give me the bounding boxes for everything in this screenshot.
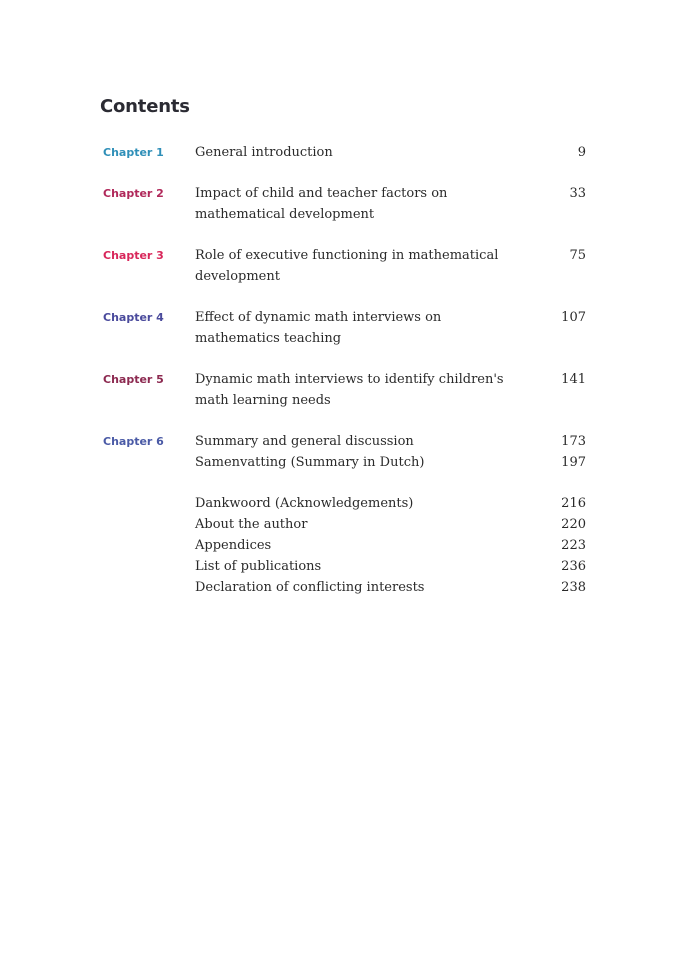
entry-title: Dankwoord (Acknowledgements) [195, 496, 414, 511]
chapter-label: Chapter 1 [103, 146, 164, 159]
toc-entry-about-author[interactable] [103, 514, 586, 535]
entry-title: About the author [195, 517, 308, 532]
toc-entry-chapter-3[interactable] [103, 245, 586, 287]
chapter-label: Chapter 2 [103, 187, 164, 200]
page-number: 236 [561, 559, 586, 574]
toc-entry-appendices[interactable] [103, 535, 586, 556]
page-number: 238 [561, 580, 586, 595]
toc-entry-conflicting-interests[interactable] [103, 577, 586, 598]
entry-title: Samenvatting (Summary in Dutch) [195, 455, 425, 470]
chapter-label: Chapter 3 [103, 249, 164, 262]
page-number: 75 [569, 248, 586, 263]
chapter-title: General introduction [195, 145, 333, 160]
toc-entry-chapter-1[interactable] [103, 142, 586, 163]
toc-entry-chapter-4[interactable] [103, 307, 586, 349]
page-number: 9 [577, 145, 586, 160]
table-of-contents [103, 142, 586, 598]
page-number: 197 [561, 455, 586, 470]
chapter-title: Summary and general discussion [195, 434, 414, 449]
page-number: 216 [561, 496, 586, 511]
page-number: 220 [561, 517, 586, 532]
chapter-title: Impact of child and teacher factors on mathematical development [195, 186, 448, 222]
chapter-title: Dynamic math interviews to identify children's math learning needs [195, 372, 504, 408]
page-number: 107 [561, 310, 586, 325]
toc-entry-chapter-6[interactable] [103, 431, 586, 452]
back-matter-list [103, 493, 586, 598]
chapter-label: Chapter 6 [103, 435, 164, 448]
entry-title: Appendices [195, 538, 272, 553]
page-title: Contents [100, 96, 190, 117]
chapter-title: Effect of dynamic math interviews on mathematics teaching [195, 310, 442, 346]
chapter-title: Role of executive functioning in mathematical development [195, 248, 499, 284]
toc-entry-publications[interactable] [103, 556, 586, 577]
entry-title: Declaration of conflicting interests [195, 580, 425, 595]
toc-entry-chapter-2[interactable] [103, 183, 586, 225]
chapter-label: Chapter 5 [103, 373, 164, 386]
toc-entry-samenvatting[interactable] [103, 452, 586, 473]
page-number: 223 [561, 538, 586, 553]
chapter-label: Chapter 4 [103, 311, 164, 324]
page-number: 141 [561, 372, 586, 387]
toc-entry-dankwoord[interactable] [103, 493, 586, 514]
toc-entry-chapter-5[interactable] [103, 369, 586, 411]
page-number: 33 [569, 186, 586, 201]
entry-title: List of publications [195, 559, 322, 574]
page-number: 173 [561, 434, 586, 449]
